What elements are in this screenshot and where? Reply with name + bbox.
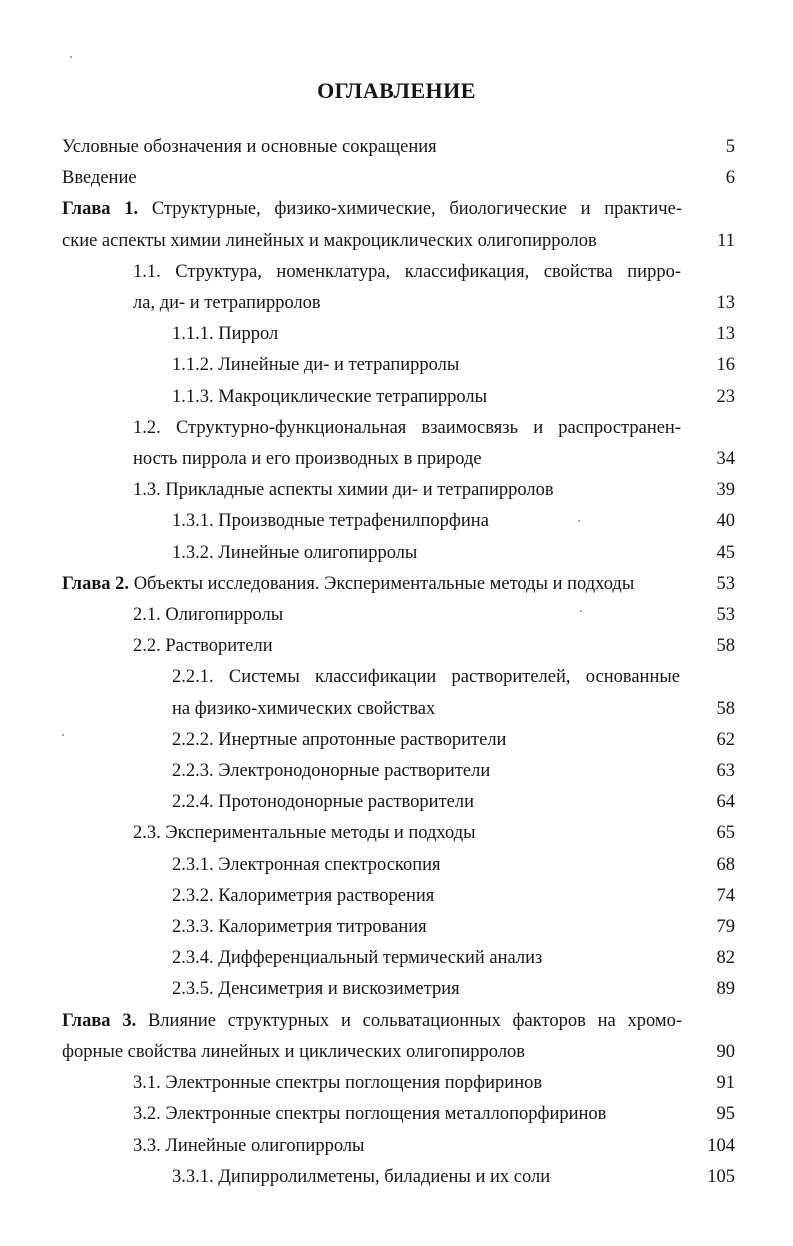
toc-entry-text: 2.3.1. Электронная спектроскопия <box>172 854 441 875</box>
toc-entry-line <box>172 850 680 881</box>
scan-speck <box>70 56 72 58</box>
page-number: 68 <box>716 854 735 875</box>
toc-entry-text: 3.2. Электронные спектры поглощения металлопорфиринов <box>133 1104 607 1125</box>
toc-entry[interactable] <box>0 974 793 1005</box>
toc-entry-title <box>133 475 681 506</box>
toc-entry-line <box>133 1068 681 1099</box>
toc-entry-text: 3.3. Линейные олигопирролы <box>133 1135 365 1156</box>
page-number: 89 <box>716 979 735 1000</box>
toc-entry-title <box>133 600 681 631</box>
toc-entry-title <box>133 257 681 319</box>
toc-entry-line <box>62 226 682 257</box>
toc-entry[interactable] <box>0 1006 793 1068</box>
page-number: 16 <box>716 355 735 376</box>
page-number: 90 <box>716 1041 735 1062</box>
toc-entry[interactable] <box>0 319 793 350</box>
chapter-label: Глава 2. <box>62 573 130 594</box>
toc-entry-title <box>172 725 680 756</box>
toc-entry[interactable] <box>0 850 793 881</box>
toc-entry-line <box>133 1099 681 1130</box>
table-of-contents <box>0 132 793 1193</box>
toc-entry-line <box>172 506 680 537</box>
toc-entry[interactable] <box>0 194 793 256</box>
toc-entry-text: 1.1.3. Макроциклические тетрапирролы <box>172 386 488 407</box>
toc-entry-text: 2.3.4. Дифференциальный термический анализ <box>172 948 543 969</box>
toc-entry[interactable] <box>0 475 793 506</box>
scan-speck <box>578 520 580 522</box>
toc-entry[interactable] <box>0 912 793 943</box>
toc-entry-title <box>62 1006 682 1068</box>
toc-entry-title <box>133 631 681 662</box>
toc-entry-text: 2.2.2. Инертные апротонные растворители <box>172 729 507 750</box>
toc-entry-line <box>133 1131 681 1162</box>
toc-entry-text: ла, ди- и тетрапирролов <box>133 293 321 314</box>
toc-entry-text: 2.2.3. Электронодонорные растворители <box>172 761 491 782</box>
toc-entry-line <box>172 319 680 350</box>
toc-entry[interactable] <box>0 1162 793 1193</box>
page-number: 23 <box>716 386 735 407</box>
toc-entry-text: форные свойства линейных и циклических олигопирролов <box>62 1041 526 1062</box>
page-number: 79 <box>716 917 735 938</box>
page-number: 82 <box>716 948 735 969</box>
toc-entry-text: 2.3.5. Денсиметрия и вискозиметрия <box>172 979 460 1000</box>
toc-entry[interactable] <box>0 1068 793 1099</box>
toc-entry-line <box>133 600 681 631</box>
page-number: 58 <box>716 698 735 719</box>
toc-entry-line <box>133 288 681 319</box>
toc-entry[interactable] <box>0 756 793 787</box>
toc-entry-line <box>172 881 680 912</box>
toc-entry[interactable] <box>0 350 793 381</box>
page-number: 95 <box>716 1104 735 1125</box>
page-number: 63 <box>716 761 735 782</box>
toc-entry-title <box>133 1068 681 1099</box>
toc-entry[interactable] <box>0 506 793 537</box>
toc-entry-line <box>62 1037 682 1068</box>
toc-entry-title <box>172 756 680 787</box>
toc-entry-text: 2.3. Экспериментальные методы и подходы <box>133 823 476 844</box>
toc-entry-text: Влияние структурных и сольватационных факторов на хромо- <box>136 1010 682 1031</box>
toc-entry[interactable] <box>0 631 793 662</box>
toc-entry-text: 1.1. Структура, номенклатура, классификация, свойства пирро- <box>133 261 681 282</box>
toc-entry-title <box>133 1131 681 1162</box>
toc-entry-text: Введение <box>62 168 137 189</box>
scan-speck <box>62 734 64 736</box>
toc-entry-text: 1.3.1. Производные тетрафенилпорфина <box>172 511 489 532</box>
toc-entry-text: 1.2. Структурно-функциональная взаимосвязь и распространен- <box>133 417 681 438</box>
page-number: 34 <box>716 449 735 470</box>
toc-entry-line <box>172 694 680 725</box>
toc-entry-title <box>172 1162 680 1193</box>
toc-entry[interactable] <box>0 600 793 631</box>
toc-entry[interactable] <box>0 1099 793 1130</box>
toc-entry-line <box>172 538 680 569</box>
toc-entry-line <box>172 1162 680 1193</box>
toc-entry-line <box>133 818 681 849</box>
toc-entry[interactable] <box>0 257 793 319</box>
toc-entry[interactable] <box>0 413 793 475</box>
toc-entry-title <box>172 912 680 943</box>
toc-entry-text: 1.3. Прикладные аспекты химии ди- и тетрапирролов <box>133 480 554 501</box>
toc-entry-text: Условные обозначения и основные сокращения <box>62 137 437 157</box>
page-number: 105 <box>707 1166 735 1187</box>
page-number: 11 <box>717 230 735 251</box>
toc-entry-line <box>133 475 681 506</box>
toc-entry-line <box>172 382 680 413</box>
toc-entry-text: 3.3.1. Дипирролилметены, биладиены и их соли <box>172 1166 551 1187</box>
toc-entry[interactable] <box>0 725 793 756</box>
toc-entry-line <box>172 974 680 1005</box>
toc-entry-text: 1.3.2. Линейные олигопирролы <box>172 542 418 563</box>
toc-entry-text: 2.2.1. Системы классификации растворителей, основанные <box>172 667 680 688</box>
toc-entry-line <box>172 350 680 381</box>
toc-entry-line <box>172 943 680 974</box>
chapter-label: Глава 1. <box>62 199 139 220</box>
page-number: 53 <box>716 573 735 594</box>
toc-entry-title <box>172 662 680 724</box>
page-number: 53 <box>716 605 735 626</box>
chapter-label: Глава 3. <box>62 1010 137 1031</box>
toc-entry[interactable] <box>0 818 793 849</box>
toc-entry-title <box>172 538 680 569</box>
toc-entry-line <box>62 132 682 163</box>
toc-entry-text: 2.1. Олигопирролы <box>133 605 284 626</box>
toc-entry-line <box>62 194 682 225</box>
toc-entry-text: 2.3.3. Калориметрия титрования <box>172 917 427 938</box>
page-number: 40 <box>716 511 735 532</box>
toc-entry[interactable] <box>0 382 793 413</box>
toc-entry-title <box>172 319 680 350</box>
toc-entry-title <box>172 787 680 818</box>
page-number: 104 <box>707 1135 735 1156</box>
toc-entry[interactable] <box>0 538 793 569</box>
toc-entry-title <box>62 132 682 163</box>
scan-speck <box>580 610 582 612</box>
toc-entry-title <box>133 818 681 849</box>
toc-entry[interactable] <box>0 163 793 194</box>
toc-entry-line <box>133 413 681 444</box>
toc-entry-title <box>133 413 681 475</box>
toc-entry-text: 1.1.1. Пиррол <box>172 324 279 345</box>
page-number: 74 <box>716 885 735 906</box>
toc-entry-line <box>172 787 680 818</box>
page-number: 13 <box>716 324 735 345</box>
toc-entry-text: Объекты исследования. Экспериментальные методы и подходы <box>129 573 635 594</box>
toc-entry-line <box>62 163 682 194</box>
toc-entry-line <box>62 569 702 600</box>
toc-entry[interactable] <box>0 569 793 600</box>
toc-entry-line <box>172 725 680 756</box>
toc-entry-title <box>172 974 680 1005</box>
toc-entry-line <box>172 912 680 943</box>
toc-entry-text: 1.1.2. Линейные ди- и тетрапирролы <box>172 355 460 376</box>
toc-entry-title <box>172 943 680 974</box>
toc-entry[interactable] <box>0 787 793 818</box>
page-number: 5 <box>725 137 735 157</box>
toc-entry[interactable] <box>0 1131 793 1162</box>
toc-entry-line <box>62 1006 682 1037</box>
toc-entry-line <box>172 756 680 787</box>
page-number: 65 <box>716 823 735 844</box>
toc-entry-text: Структурные, физико-химические, биологические и практиче- <box>138 199 682 220</box>
toc-entry-text: 2.3.2. Калориметрия растворения <box>172 885 435 906</box>
toc-entry[interactable] <box>0 662 793 724</box>
toc-entry-title <box>172 382 680 413</box>
toc-entry-title <box>62 163 682 194</box>
page-title: ОГЛАВЛЕНИЕ <box>317 78 476 103</box>
toc-entry-text: ность пиррола и его производных в природе <box>133 449 482 470</box>
toc-entry-title <box>133 1099 681 1130</box>
toc-entry-title <box>172 506 680 537</box>
toc-entry-line <box>133 631 681 662</box>
toc-entry[interactable] <box>0 881 793 912</box>
page-number: 64 <box>716 792 735 813</box>
page-number: 58 <box>716 636 735 657</box>
toc-entry-text: 2.2.4. Протонодонорные растворители <box>172 792 474 813</box>
toc-entry-text: 2.2. Растворители <box>133 636 273 657</box>
toc-entry[interactable] <box>0 943 793 974</box>
toc-entry-line <box>172 662 680 693</box>
page-number: 45 <box>716 542 735 563</box>
toc-entry-title <box>172 350 680 381</box>
page-number: 39 <box>716 480 735 501</box>
page-number: 62 <box>716 729 735 750</box>
toc-entry-line <box>133 257 681 288</box>
page-number: 91 <box>716 1073 735 1094</box>
toc-entry-title <box>172 850 680 881</box>
toc-entry-text: ские аспекты химии линейных и макроциклических олигопирролов <box>62 230 597 251</box>
toc-entry-text: на физико-химических свойствах <box>172 698 436 719</box>
toc-entry-title <box>62 194 682 256</box>
toc-entry-text: 3.1. Электронные спектры поглощения порфиринов <box>133 1073 543 1094</box>
toc-entry-line <box>133 444 681 475</box>
page-number: 6 <box>725 168 735 189</box>
toc-entry-title <box>62 569 702 600</box>
page-number: 13 <box>716 293 735 314</box>
toc-entry[interactable] <box>0 132 793 163</box>
toc-entry-title <box>172 881 680 912</box>
